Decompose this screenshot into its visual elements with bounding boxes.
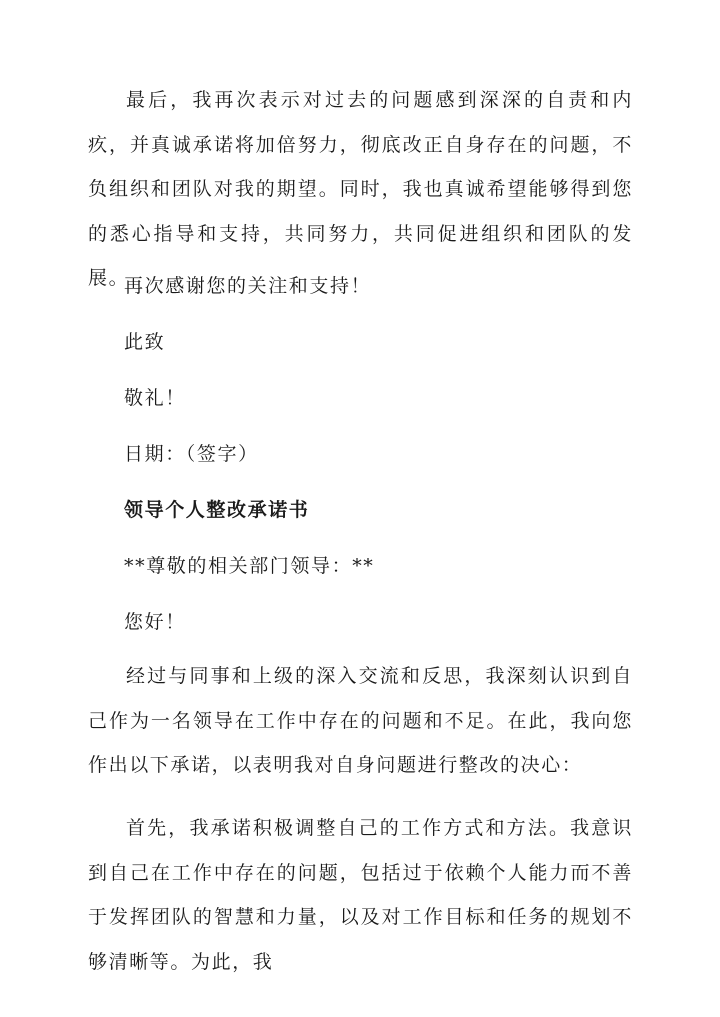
date-signature-line: 日期：（签字）: [124, 443, 259, 465]
greeting-line: 您好！: [124, 611, 186, 633]
salutation-jingli: 敬礼！: [124, 387, 186, 409]
closing-paragraph: 最后，我再次表示对过去的问题感到深深的自责和内疚，并真诚承诺将加倍努力，彻底改正自身存在的问题，不负组织和团队对我的期望。同时，我也真诚希望能够得到您的悉心指导和支持，共同努力，共同促进组织和团队的发展。: [88, 89, 633, 289]
first-commitment-paragraph: 首先，我承诺积极调整自己的工作方式和方法。我意识到自己在工作中存在的问题，包括过于依赖个人能力而不善于发挥团队的智慧和力量，以及对工作目标和任务的规划不够清晰等。为此，我: [88, 817, 633, 973]
salutation-cizhi: 此致: [124, 331, 166, 353]
addressee-line: **尊敬的相关部门领导：**: [124, 555, 375, 577]
section-title: 领导个人整改承诺书: [124, 499, 310, 521]
thanks-line: 再次感谢您的关注和支持！: [124, 275, 372, 297]
intro-paragraph: 经过与同事和上级的深入交流和反思，我深刻认识到自己作为一名领导在工作中存在的问题和不足。在此，我向您作出以下承诺，以表明我对自身问题进行整改的决心：: [88, 665, 633, 776]
